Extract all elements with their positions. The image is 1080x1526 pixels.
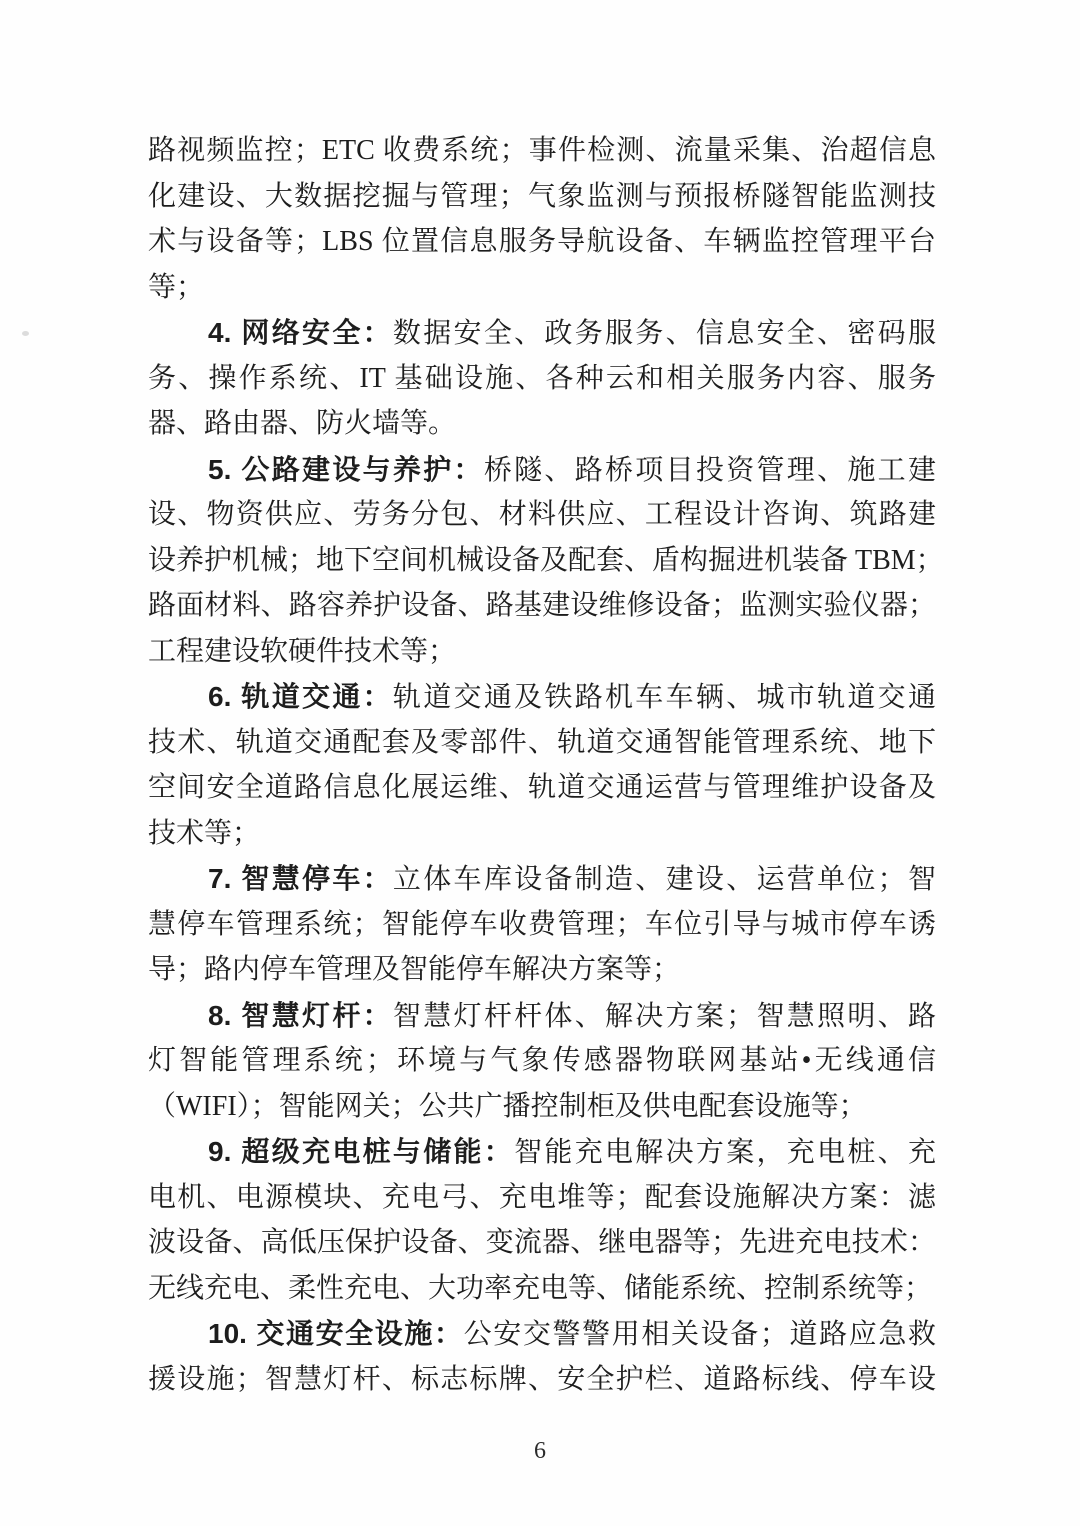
section-heading: 9. 超级充电桩与储能： bbox=[208, 1136, 515, 1167]
text-line bbox=[148, 856, 936, 902]
paragraph-item-6 bbox=[148, 674, 936, 856]
text-line bbox=[148, 128, 936, 174]
text-line bbox=[148, 811, 936, 857]
text-line bbox=[148, 947, 936, 993]
text-line bbox=[148, 1038, 936, 1084]
line-text: 器、路由器、防火墙等。 bbox=[148, 408, 457, 439]
section-heading: 5. 公路建设与养护： bbox=[208, 453, 484, 485]
line-text: 援设施；智慧灯杆、标志标牌、安全护栏、道路标线、停车设 bbox=[148, 1363, 936, 1395]
text-line bbox=[148, 674, 936, 720]
line-text: 电机、电源模块、充电弓、充电堆等；配套设施解决方案：滤 bbox=[148, 1181, 936, 1213]
paragraph-item-10 bbox=[148, 1311, 936, 1402]
text-line bbox=[148, 720, 936, 766]
text-line bbox=[148, 765, 936, 811]
section-heading: 4. 网络安全： bbox=[208, 317, 393, 348]
line-text: 设、物资供应、劳务分包、材料供应、工程设计咨询、筑路建 bbox=[148, 499, 936, 530]
line-text: 务、操作系统、IT 基础设施、各种云和相关服务内容、服务 bbox=[148, 362, 936, 394]
text-line bbox=[148, 310, 936, 356]
text-line bbox=[148, 583, 936, 629]
line-text: 无线充电、柔性充电、大功率充电等、储能系统、控制系统等； bbox=[148, 1272, 933, 1304]
line-text: 公安交警警用相关设备；道路应急救 bbox=[463, 1319, 936, 1350]
text-line bbox=[148, 265, 936, 311]
line-text: 路面材料、路容养护设备、路基建设维修设备；监测实验仪器； bbox=[148, 590, 936, 621]
line-text: 路视频监控；ETC 收费系统；事件检测、流量采集、治超信息 bbox=[148, 135, 936, 166]
scan-artifact bbox=[22, 331, 29, 336]
text-line bbox=[148, 492, 936, 538]
text-line bbox=[148, 219, 936, 265]
line-text: 慧停车管理系统；智能停车收费管理；车位引导与城市停车诱 bbox=[148, 908, 936, 940]
line-text: 灯智能管理系统；环境与气象传感器物联网基站•无线通信 bbox=[148, 1045, 936, 1076]
text-line bbox=[148, 1084, 936, 1130]
line-text: （WIFI）；智能网关；公共广播控制柜及供电配套设施等； bbox=[148, 1090, 867, 1122]
line-text: 技术等； bbox=[148, 817, 261, 849]
line-text: 数据安全、政务服务、信息安全、密码服 bbox=[392, 318, 936, 349]
paragraph-item-4 bbox=[148, 310, 936, 447]
section-heading: 10. 交通安全设施： bbox=[208, 1318, 464, 1349]
line-text: 导；路内停车管理及智能停车解决方案等； bbox=[148, 954, 681, 985]
line-text: 波设备、高低压保护设备、变流器、继电器等；先进充电技术： bbox=[148, 1227, 936, 1258]
section-heading: 7. 智慧停车： bbox=[208, 863, 393, 894]
text-line bbox=[148, 629, 936, 675]
text-line bbox=[148, 1129, 936, 1175]
text-line bbox=[148, 993, 936, 1039]
line-text: 智慧灯杆杆体、解决方案；智慧照明、路 bbox=[392, 1000, 936, 1032]
text-line bbox=[148, 538, 944, 584]
text-line bbox=[148, 1266, 936, 1312]
text-line bbox=[148, 902, 936, 948]
line-text: 立体车库设备制造、建设、运营单位；智 bbox=[392, 864, 936, 895]
text-line bbox=[148, 1311, 936, 1357]
paragraph-item-8 bbox=[148, 993, 936, 1130]
line-text: 化建设、大数据挖掘与管理；气象监测与预报桥隧智能监测技 bbox=[148, 180, 936, 212]
section-heading: 8. 智慧灯杆： bbox=[208, 999, 393, 1031]
line-text: 术与设备等；LBS 位置信息服务导航设备、车辆监控管理平台 bbox=[148, 226, 936, 257]
text-line bbox=[148, 174, 936, 220]
line-text: 等； bbox=[148, 271, 205, 303]
section-heading: 6. 轨道交通： bbox=[208, 681, 393, 712]
document-body bbox=[148, 128, 944, 1402]
text-line bbox=[148, 1175, 936, 1221]
paragraph-item-9 bbox=[148, 1129, 936, 1311]
text-line bbox=[148, 1220, 936, 1266]
line-text: 设养护机械；地下空间机械设备及配套、盾构掘进机装备 TBM； bbox=[148, 544, 944, 576]
paragraph-item-5 bbox=[148, 447, 944, 675]
line-text: 轨道交通及铁路机车车辆、城市轨道交通 bbox=[392, 682, 936, 713]
page-number: 6 bbox=[534, 1438, 546, 1464]
text-line bbox=[148, 1357, 936, 1403]
line-text: 技术、轨道交通配套及零部件、轨道交通智能管理系统、地下 bbox=[148, 726, 936, 758]
text-line bbox=[148, 356, 936, 402]
line-text: 空间安全道路信息化展运维、轨道交通运营与管理维护设备及 bbox=[148, 772, 936, 803]
text-line bbox=[148, 401, 936, 447]
line-text: 智能充电解决方案，充电桩、充 bbox=[514, 1137, 936, 1168]
line-text: 工程建设软硬件技术等； bbox=[148, 635, 457, 667]
paragraph-item-7 bbox=[148, 856, 936, 993]
text-line bbox=[148, 447, 936, 493]
line-text: 桥隧、路桥项目投资管理、施工建 bbox=[483, 454, 936, 486]
paragraph-continuation bbox=[148, 128, 936, 310]
